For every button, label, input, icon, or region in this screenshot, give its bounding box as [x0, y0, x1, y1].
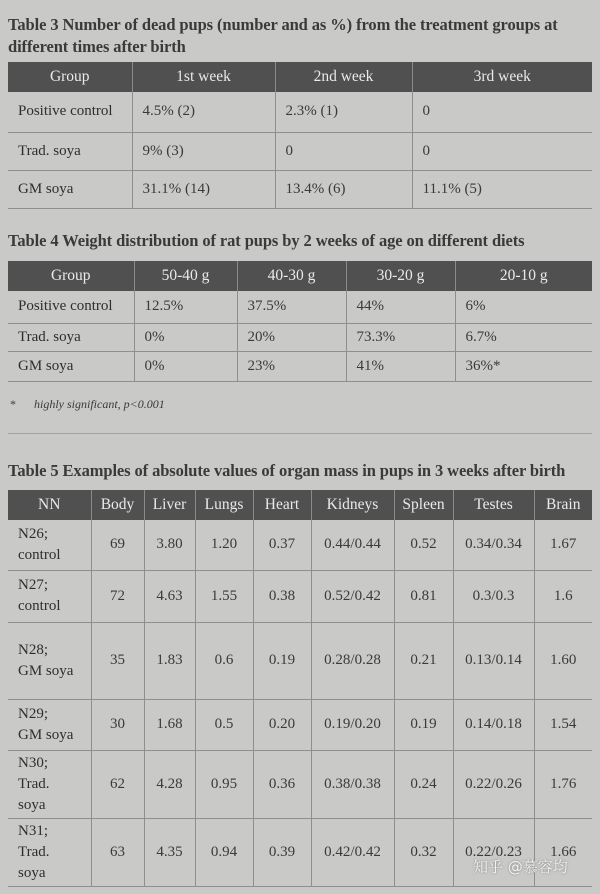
table5-header-row — [8, 490, 592, 520]
table3-cell: 0 — [412, 92, 592, 132]
table5-cell: 0.3/0.3 — [453, 570, 534, 622]
row-group: control — [18, 598, 61, 614]
table5-header-body: Body — [91, 490, 144, 520]
row-group: control — [18, 546, 61, 563]
table5-cell: 4.63 — [144, 570, 195, 622]
table-row — [8, 170, 592, 208]
table4-cell: Positive control — [8, 291, 134, 323]
table5-cell: 72 — [91, 570, 144, 622]
table-row — [8, 132, 592, 170]
table-row — [8, 351, 592, 381]
table4-cell: 20% — [237, 323, 346, 351]
table5-title: Table 5 Examples of absolute values of organ mass in pups in 3 weeks after birth — [8, 461, 566, 480]
table4-header-30-20: 30-20 g — [346, 261, 455, 291]
table3-cell: 4.5% (2) — [132, 92, 275, 132]
table5-header-heart: Heart — [253, 490, 311, 520]
table5-cell: 30 — [91, 699, 144, 750]
table-row — [8, 92, 592, 132]
table4-cell: 0% — [134, 323, 237, 351]
table5 — [8, 490, 592, 887]
table4-cell: 23% — [237, 351, 346, 381]
table4-header-50-40: 50-40 g — [134, 261, 237, 291]
table3-title-line2: different times after birth — [8, 37, 186, 56]
table4-cell: 37.5% — [237, 291, 346, 323]
table5-header-kidneys: Kidneys — [311, 490, 394, 520]
table5-cell: 1.67 — [534, 520, 592, 570]
table3-header-group: Group — [8, 62, 132, 92]
row-id: N31; — [18, 822, 48, 839]
table3-cell: Positive control — [8, 92, 132, 132]
table5-cell: 1.6 — [534, 570, 592, 622]
table5-cell: 0.19/0.20 — [311, 699, 394, 750]
table5-header-testes: Testes — [453, 490, 534, 520]
table3-header-week2: 2nd week — [275, 62, 412, 92]
table5-cell: 63 — [91, 818, 144, 886]
table-row — [8, 570, 592, 622]
table4-cell: 6.7% — [455, 323, 592, 351]
table4-cell: Trad. soya — [8, 323, 134, 351]
table4-cell: GM soya — [8, 351, 134, 381]
table5-cell: 0.38/0.38 — [311, 750, 394, 818]
table4-footnote — [10, 397, 165, 412]
table-row — [8, 323, 592, 351]
table5-header-spleen: Spleen — [394, 490, 453, 520]
table5-row-label — [8, 750, 91, 818]
table5-cell: 0.22/0.26 — [453, 750, 534, 818]
table5-cell: 0.24 — [394, 750, 453, 818]
table3 — [8, 62, 592, 209]
table5-cell: 35 — [91, 622, 144, 699]
table5-cell: 0.44/0.44 — [311, 520, 394, 570]
table3-cell: GM soya — [8, 170, 132, 208]
table5-cell: 0.34/0.34 — [453, 520, 534, 570]
table3-header-row — [8, 62, 592, 92]
row-group-cont: soya — [18, 864, 46, 881]
table5-cell: 0.21 — [394, 622, 453, 699]
table4-header-40-30: 40-30 g — [237, 261, 346, 291]
table5-cell: 0.94 — [195, 818, 253, 886]
table3-cell: 11.1% (5) — [412, 170, 592, 208]
row-group: GM soya — [18, 662, 74, 679]
table5-cell: 0.37 — [253, 520, 311, 570]
table4-cell: 6% — [455, 291, 592, 323]
table5-cell: 0.28/0.28 — [311, 622, 394, 699]
table4-cell: 12.5% — [134, 291, 237, 323]
table5-cell: 0.52/0.42 — [311, 570, 394, 622]
table5-cell: 0.19 — [394, 699, 453, 750]
table5-row-label — [8, 818, 91, 886]
table5-cell: 0.39 — [253, 818, 311, 886]
table4 — [8, 261, 592, 382]
table5-cell: 1.68 — [144, 699, 195, 750]
table4-cell: 73.3% — [346, 323, 455, 351]
table5-header-lungs: Lungs — [195, 490, 253, 520]
table5-cell: 1.55 — [195, 570, 253, 622]
table5-header-liver: Liver — [144, 490, 195, 520]
table3-cell: 2.3% (1) — [275, 92, 412, 132]
table4-header-20-10: 20-10 g — [455, 261, 592, 291]
table5-cell: 0.95 — [195, 750, 253, 818]
table5-cell: 0.22/0.23 — [453, 818, 534, 886]
watermark: 知乎 @慕容均 — [473, 858, 568, 876]
table5-cell: 0.5 — [195, 699, 253, 750]
table5-row-label — [8, 622, 91, 699]
table-row — [8, 291, 592, 323]
table3-title — [8, 14, 558, 58]
table4-cell: 41% — [346, 351, 455, 381]
row-group: Trad. — [18, 843, 50, 860]
table5-cell: 1.66 — [534, 818, 592, 886]
table5-header-nn: NN — [8, 490, 91, 520]
footnote-text: highly significant, p<0.001 — [34, 397, 165, 411]
row-id: N29; — [18, 705, 48, 722]
table5-cell: 4.28 — [144, 750, 195, 818]
table5-cell: 0.13/0.14 — [453, 622, 534, 699]
table3-cell: 0 — [275, 132, 412, 170]
table-row — [8, 622, 592, 699]
table3-title-line1: Table 3 Number of dead pups (number and as %) from the treatment groups at — [8, 15, 558, 34]
row-id: N30; — [18, 754, 48, 771]
section-divider — [8, 433, 592, 434]
table5-cell: 0.14/0.18 — [453, 699, 534, 750]
row-id: N26; — [18, 525, 48, 542]
table5-cell: 0.52 — [394, 520, 453, 570]
table4-cell: 44% — [346, 291, 455, 323]
table3-cell: Trad. soya — [8, 132, 132, 170]
table5-cell: 0.32 — [394, 818, 453, 886]
table4-header-group: Group — [8, 261, 134, 291]
table5-row-label — [8, 699, 91, 750]
table5-cell: 0.20 — [253, 699, 311, 750]
table5-cell: 0.42/0.42 — [311, 818, 394, 886]
table3-cell: 0 — [412, 132, 592, 170]
row-group: Trad. — [18, 775, 50, 792]
table3-cell: 9% (3) — [132, 132, 275, 170]
row-group: GM soya — [18, 726, 74, 743]
table5-cell: 1.60 — [534, 622, 592, 699]
table5-cell: 1.54 — [534, 699, 592, 750]
table3-cell: 13.4% (6) — [275, 170, 412, 208]
table4-cell: 36%* — [455, 351, 592, 381]
footnote-marker: * — [10, 397, 16, 411]
table5-cell: 1.76 — [534, 750, 592, 818]
table5-cell: 4.35 — [144, 818, 195, 886]
table5-row-label — [8, 520, 91, 570]
table5-cell: 1.83 — [144, 622, 195, 699]
row-id: N27; — [18, 577, 48, 593]
table3-header-week1: 1st week — [132, 62, 275, 92]
table5-row-label — [8, 570, 91, 622]
table5-cell: 0.81 — [394, 570, 453, 622]
table5-header-brain: Brain — [534, 490, 592, 520]
table5-cell: 1.20 — [195, 520, 253, 570]
table5-cell: 0.38 — [253, 570, 311, 622]
table4-title: Table 4 Weight distribution of rat pups by 2 weeks of age on different diets — [8, 231, 525, 250]
table3-cell: 31.1% (14) — [132, 170, 275, 208]
table4-cell: 0% — [134, 351, 237, 381]
table5-cell: 0.19 — [253, 622, 311, 699]
table5-cell: 0.6 — [195, 622, 253, 699]
row-id: N28; — [18, 641, 48, 658]
table4-header-row — [8, 261, 592, 291]
table5-cell: 62 — [91, 750, 144, 818]
table3-header-week3: 3rd week — [412, 62, 592, 92]
table-row — [8, 699, 592, 750]
table5-cell: 0.36 — [253, 750, 311, 818]
row-group-cont: soya — [18, 796, 46, 813]
table5-cell: 69 — [91, 520, 144, 570]
table5-cell: 3.80 — [144, 520, 195, 570]
table-row — [8, 750, 592, 818]
table-row — [8, 520, 592, 570]
